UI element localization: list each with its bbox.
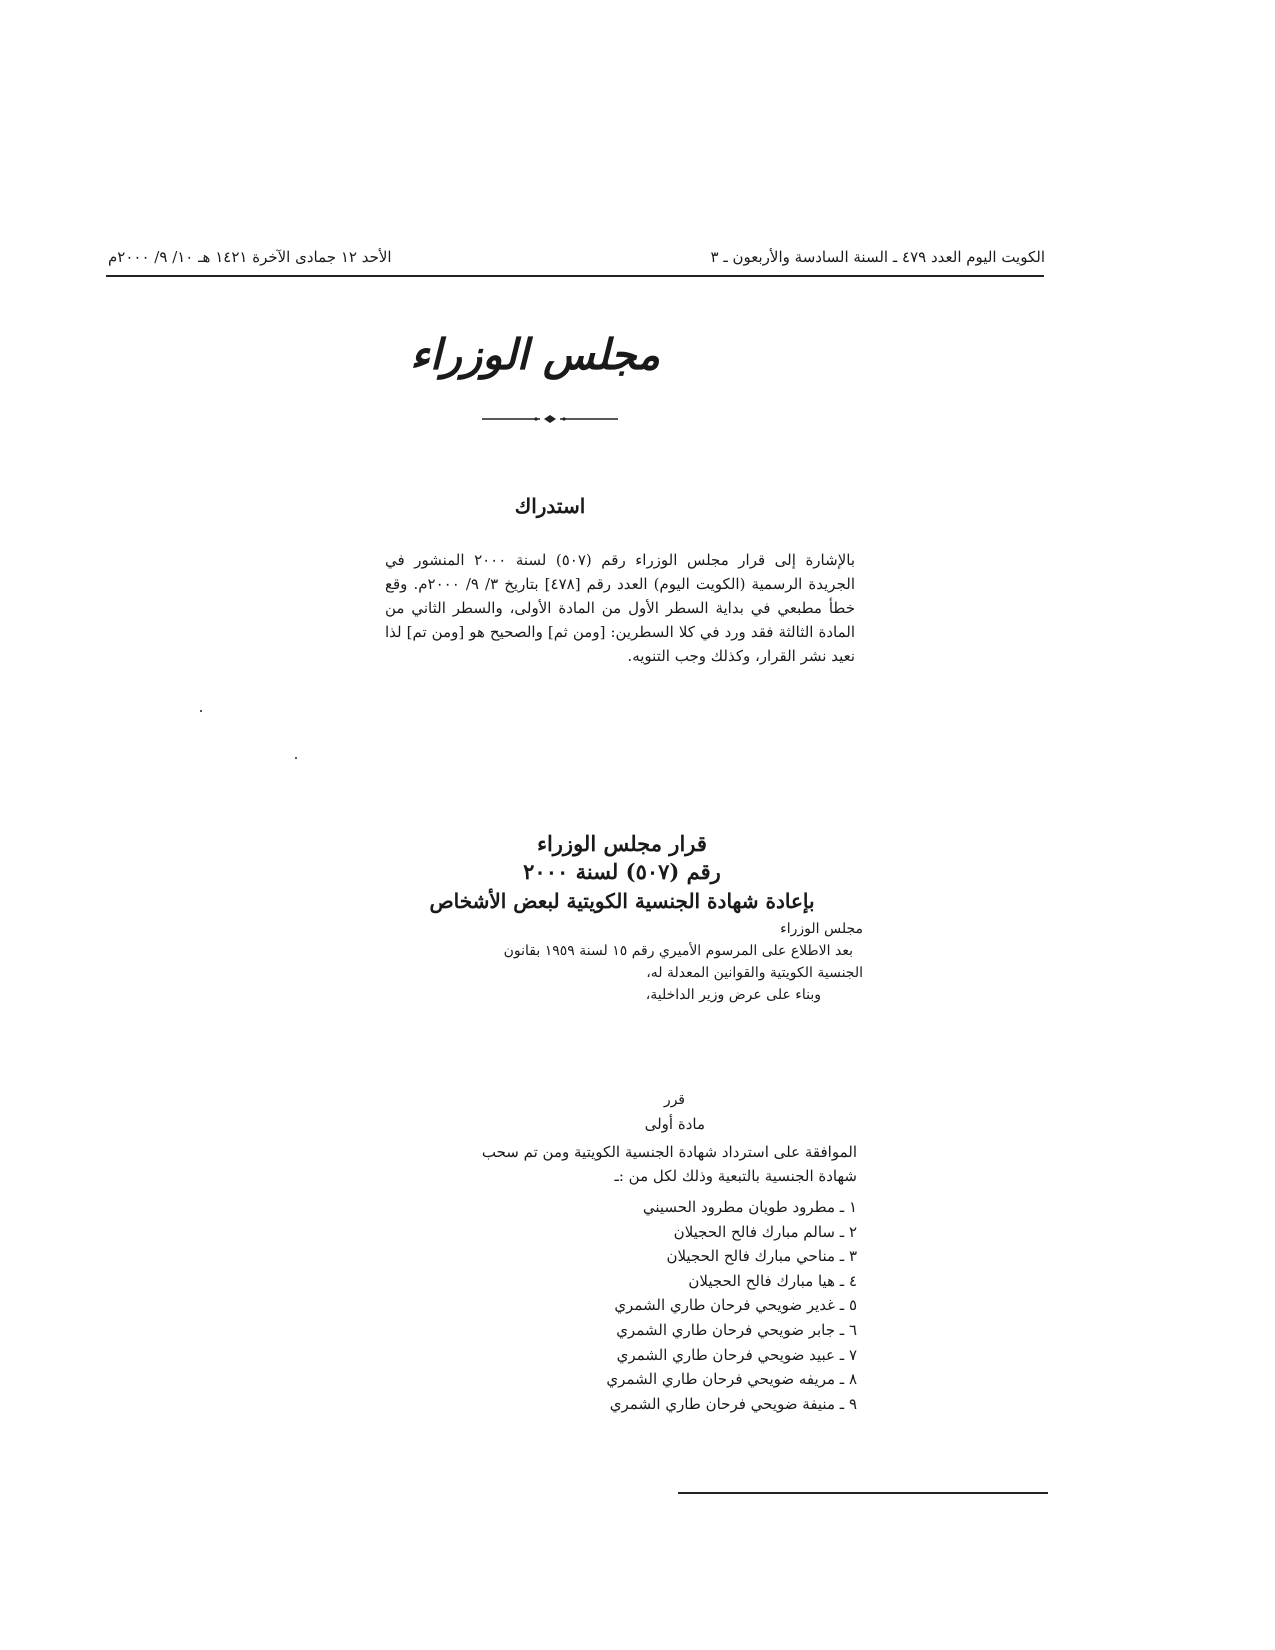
ornament-divider-icon — [480, 413, 620, 425]
correction-title: استدراك — [514, 494, 586, 518]
list-item: ٣ ـ مناحي مبارك فالح الحجيلان — [666, 1247, 857, 1266]
correction-text: بالإشارة إلى قرار مجلس الوزراء رقم (٥٠٧) لسنة ٢٠٠٠ المنشور في الجريدة الرسمية (الكويت اليوم) العدد رقم [٤٧٨] بتاريخ ٣/ ٩/ ٢٠٠٠م. وقع خطأ مطبعي في بداية السطر الأول من المادة الأولى، والسطر الثاني من المادة الثالثة فقد ورد في كلا السطرين: [ومن ثم] والصحيح هو [ومن تم] لذا نعيد نشر القرار، وكذلك وجب التنويه. — [385, 551, 855, 665]
masthead-title: مجلس الوزراء — [410, 330, 660, 379]
date-info: الأحد ١٢ جمادى الآخرة ١٤٢١ هـ ١٠/ ٩/ ٢٠٠٠م — [108, 248, 392, 266]
list-item: ٦ ـ جابر ضويحي فرحان طاري الشمري — [616, 1320, 857, 1339]
preamble-line: وبناء على عرض وزير الداخلية، — [645, 987, 821, 1003]
article-line: الموافقة على استرداد شهادة الجنسية الكويتية ومن تم سحب — [481, 1143, 857, 1161]
list-item: ٧ ـ عبيد ضويحي فرحان طاري الشمري — [616, 1345, 857, 1364]
article-body — [337, 1140, 857, 1188]
decree-heading — [387, 830, 857, 916]
issue-info: الكويت اليوم العدد ٤٧٩ ـ السنة السادسة والأربعون ـ ٣ — [710, 248, 1045, 266]
decree-number: رقم (٥٠٧) لسنة ٢٠٠٠ — [523, 859, 721, 884]
list-item: ٤ ـ هيا مبارك فالح الحجيلان — [688, 1271, 857, 1290]
correction-body — [385, 548, 855, 668]
masthead — [410, 318, 660, 438]
decree-preamble — [363, 918, 863, 1006]
list-item: ٨ ـ مريفه ضويحي فرحان طاري الشمري — [606, 1370, 857, 1389]
decree-subject: بإعادة شهادة الجنسية الكويتية لبعض الأشخاص — [429, 889, 815, 913]
article-line: شهادة الجنسية بالتبعية وذلك لكل من :ـ — [614, 1167, 857, 1185]
article-title: مادة أولى — [644, 1115, 705, 1133]
header-divider — [106, 275, 1044, 277]
list-item: ٥ ـ غدير ضويحي فرحان طاري الشمري — [614, 1296, 857, 1315]
names-list — [477, 1195, 857, 1416]
list-item: ٢ ـ سالم مبارك فالح الحجيلان — [673, 1222, 857, 1241]
scan-speck — [295, 757, 297, 759]
footer-divider — [678, 1492, 1048, 1494]
preamble-line: الجنسية الكويتية والقوانين المعدلة له، — [646, 965, 863, 981]
decree-issuer: مجلس الوزراء — [780, 921, 863, 937]
decision-word: قرر — [663, 1092, 685, 1108]
preamble-line: بعد الاطلاع على المرسوم الأميري رقم ١٥ لسنة ١٩٥٩ بقانون — [503, 943, 853, 959]
decree-title: قرار مجلس الوزراء — [537, 831, 707, 856]
list-item: ١ ـ مطرود طويان مطرود الحسيني — [642, 1198, 857, 1216]
list-item: ٩ ـ منيفة ضويحي فرحان طاري الشمري — [609, 1394, 857, 1413]
scan-speck — [200, 710, 202, 712]
